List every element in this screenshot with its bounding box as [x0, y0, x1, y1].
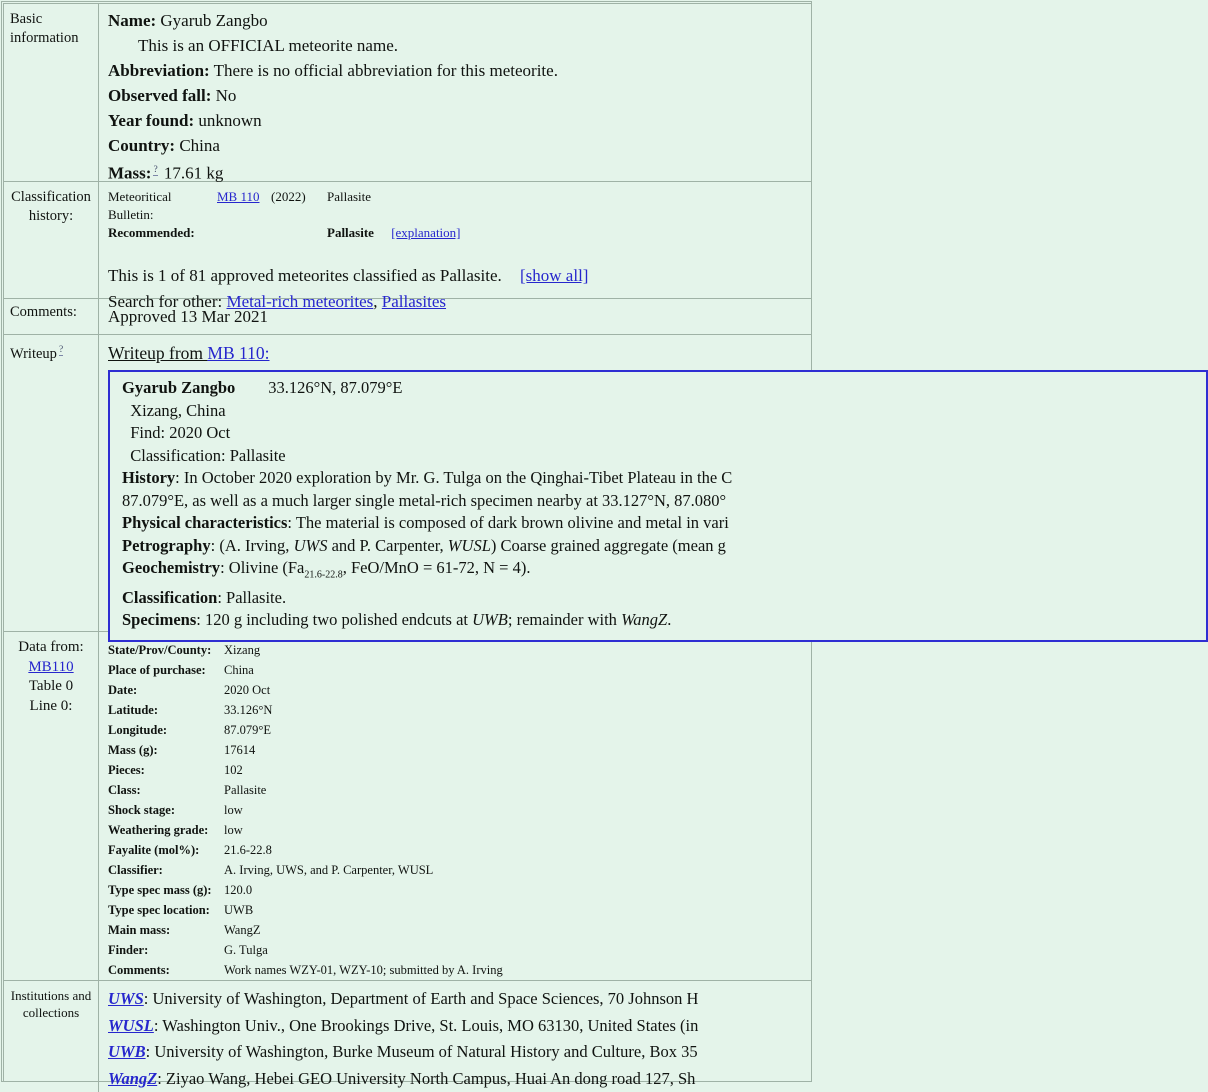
writeup-box	[108, 370, 1208, 642]
data-row-label: Weathering grade:	[108, 820, 224, 840]
bulletin-class: Pallasite	[327, 188, 461, 224]
data-row	[108, 840, 503, 860]
writeup-line	[122, 557, 1206, 587]
institution-separator: :	[144, 989, 153, 1008]
mb110-link[interactable]: MB 110	[217, 189, 260, 204]
classification-meta-table	[108, 188, 461, 242]
institution-address: University of Washington, Burke Museum of Natural History and Culture, Box 35	[154, 1042, 697, 1061]
writeup-line	[122, 467, 1206, 490]
data-row-value: low	[224, 820, 503, 840]
data-row-value: low	[224, 800, 503, 820]
recommended-class: Pallasite	[327, 225, 374, 240]
data-row-label: Type spec mass (g):	[108, 880, 224, 900]
writeup-line	[122, 535, 1206, 558]
count-text: This is 1 of 81 approved meteorites classified as Pallasite.	[108, 266, 502, 285]
classification-history-label: Classification history:	[4, 182, 99, 298]
data-row-label: Mass (g):	[108, 740, 224, 760]
comments-content	[99, 299, 812, 334]
field-value: China	[175, 136, 220, 155]
data-row-value: 17614	[224, 740, 503, 760]
data-row-label: Date:	[108, 680, 224, 700]
institution-abbr: WangZ	[621, 610, 667, 629]
data-row	[108, 960, 503, 980]
search-separator: ,	[373, 292, 382, 311]
data-row-label: Place of purchase:	[108, 660, 224, 680]
section-writeup	[4, 335, 812, 632]
section-basic-information	[4, 4, 812, 182]
table-row	[108, 224, 461, 242]
writeup-line	[122, 400, 1206, 423]
data-row	[108, 860, 503, 880]
writeup-text: : In October 2020 exploration by Mr. G. Tulga on the Qinghai-Tibet Plateau in the C	[175, 468, 732, 487]
institution-address: Ziyao Wang, Hebei GEO University North Campus, Huai An dong road 127, Sh	[166, 1069, 696, 1088]
basic-information-content	[99, 4, 812, 181]
data-row	[108, 640, 503, 660]
writeup-line	[122, 422, 1206, 445]
institution-entry	[108, 986, 812, 1013]
data-row-label: Comments:	[108, 960, 224, 980]
writeup-line	[122, 609, 1206, 632]
writeup-text: : The material is composed of dark brown olivine and metal in vari	[287, 513, 728, 532]
writeup-heading-text: Writeup from	[108, 343, 207, 363]
institution-separator: :	[154, 1016, 162, 1035]
writeup-text: Classification: Pallasite	[122, 446, 286, 465]
writeup-text: Find: 2020 Oct	[122, 423, 230, 442]
section-comments	[4, 299, 812, 335]
data-row	[108, 780, 503, 800]
classification-history-content	[99, 182, 812, 298]
writeup-text: Gyarub Zangbo	[122, 378, 235, 397]
institution-abbr: UWB	[472, 610, 508, 629]
institution-entry	[108, 1013, 812, 1040]
basic-info-line	[108, 133, 812, 158]
writeup-line	[122, 512, 1206, 535]
section-classification-history	[4, 182, 812, 299]
institutions-label: Institutions and collections	[4, 981, 99, 1092]
help-icon[interactable]: ?	[153, 165, 157, 176]
data-from-content	[99, 632, 812, 980]
data-row	[108, 920, 503, 940]
writeup-text: Physical characteristics	[122, 513, 287, 532]
field-label: Mass:	[108, 164, 151, 183]
data-row-value: China	[224, 660, 503, 680]
data-row-label: Main mass:	[108, 920, 224, 940]
writeup-heading	[108, 341, 1208, 365]
data-row-value: G. Tulga	[224, 940, 503, 960]
institution-address: Washington Univ., One Brookings Drive, St. Louis, MO 63130, United States (in	[162, 1016, 698, 1035]
field-label: Abbreviation:	[108, 61, 210, 80]
field-value: This is an OFFICIAL meteorite name.	[138, 36, 398, 55]
section-data-from	[4, 632, 812, 981]
data-row-value: 120.0	[224, 880, 503, 900]
basic-information-label: Basic information	[4, 4, 99, 181]
writeup-text: Specimens	[122, 610, 196, 629]
data-row-label: Pieces:	[108, 760, 224, 780]
recommended-label: Recommended:	[108, 224, 217, 242]
basic-info-line	[108, 33, 812, 58]
classification-count-line	[108, 263, 812, 289]
data-row-value: WangZ	[224, 920, 503, 940]
writeup-text: 87.079°E, as well as a much larger single metal-rich specimen nearby at 33.127°N, 87.080°	[122, 491, 726, 510]
basic-info-line	[108, 8, 812, 33]
writeup-text: : (A. Irving,	[211, 536, 294, 555]
institution-separator: :	[146, 1042, 155, 1061]
table-ref: Table 0	[6, 677, 96, 697]
field-value: Gyarub Zangbo	[156, 11, 267, 30]
data-row-value: 2020 Oct	[224, 680, 503, 700]
line-ref: Line 0:	[6, 697, 96, 717]
data-row-label: Finder:	[108, 940, 224, 960]
writeup-text: ) Coarse grained aggregate (mean g	[491, 536, 726, 555]
field-label: Observed fall:	[108, 86, 211, 105]
data-row	[108, 720, 503, 740]
data-row-value: Xizang	[224, 640, 503, 660]
bulletin-year: (2022)	[271, 188, 327, 224]
data-row-value: Pallasite	[224, 780, 503, 800]
field-value: unknown	[194, 111, 262, 130]
data-row-value: 21.6-22.8	[224, 840, 503, 860]
data-row-value: Work names WZY-01, WZY-10; submitted by A. Irving	[224, 960, 503, 980]
explanation-link[interactable]: [explanation]	[391, 225, 460, 240]
institution-abbr: WUSL	[448, 536, 491, 555]
data-row	[108, 740, 503, 760]
data-row-label: Latitude:	[108, 700, 224, 720]
writeup-text: Classification	[122, 588, 217, 607]
writeup-line	[122, 377, 1206, 400]
writeup-text: 33.126°N, 87.079°E	[235, 378, 402, 397]
pallasites-link[interactable]: Pallasites	[382, 292, 446, 311]
show-all-link[interactable]: [show all]	[520, 266, 588, 285]
writeup-text: and P. Carpenter,	[327, 536, 447, 555]
institution-link[interactable]: UWB	[108, 1042, 146, 1061]
data-row	[108, 900, 503, 920]
institution-abbr: UWS	[294, 536, 328, 555]
writeup-mb110-link[interactable]: MB 110:	[207, 343, 269, 363]
writeup-label: Writeup ?	[4, 335, 99, 631]
data-row	[108, 940, 503, 960]
data-from-text: Data from:	[6, 638, 96, 658]
data-row	[108, 880, 503, 900]
data-row	[108, 660, 503, 680]
field-value: There is no official abbreviation for this meteorite.	[210, 61, 558, 80]
writeup-text: : 120 g including two polished endcuts at	[196, 610, 472, 629]
data-row-value: A. Irving, UWS, and P. Carpenter, WUSL	[224, 860, 503, 880]
data-row	[108, 800, 503, 820]
data-row-value: 87.079°E	[224, 720, 503, 740]
writeup-line	[122, 490, 1206, 513]
field-value: No	[211, 86, 236, 105]
writeup-text: History	[122, 468, 175, 487]
institution-entry	[108, 1066, 812, 1092]
institution-link[interactable]: UWS	[108, 989, 144, 1008]
bulletin-label: Meteoritical Bulletin:	[108, 188, 217, 224]
basic-info-line	[108, 108, 812, 133]
writeup-text: Geochemistry	[122, 558, 220, 577]
writeup-text: ; remainder with	[508, 610, 621, 629]
data-row-value: 102	[224, 760, 503, 780]
field-value: 17.61 kg	[160, 164, 224, 183]
institutions-content	[99, 981, 812, 1092]
data-row-label: Class:	[108, 780, 224, 800]
data-row-label: Shock stage:	[108, 800, 224, 820]
meteorite-info-table	[3, 3, 812, 1082]
comments-label: Comments:	[4, 299, 99, 334]
institution-link[interactable]: WangZ	[108, 1069, 157, 1088]
field-label: Name:	[108, 11, 156, 30]
writeup-line	[122, 587, 1206, 610]
basic-info-line	[108, 58, 812, 83]
comments-text: Approved 13 Mar 2021	[108, 305, 812, 329]
institution-link[interactable]: WUSL	[108, 1016, 154, 1035]
data-row-value: 33.126°N	[224, 700, 503, 720]
data-row-label: Classifier:	[108, 860, 224, 880]
help-icon[interactable]: ?	[59, 345, 63, 356]
data-from-label	[4, 632, 99, 980]
writeup-line	[122, 445, 1206, 468]
writeup-text: : Pallasite.	[217, 588, 286, 607]
writeup-content	[99, 335, 1208, 631]
data-row-label: Type spec location:	[108, 900, 224, 920]
data-row-label: Longitude:	[108, 720, 224, 740]
mb110-source-link[interactable]: MB110	[28, 659, 73, 675]
data-row-label: State/Prov/County:	[108, 640, 224, 660]
search-prefix: Search for other:	[108, 292, 226, 311]
writeup-text: 21.6-22.8	[304, 569, 342, 580]
writeup-text: : Olivine (Fa	[220, 558, 304, 577]
data-values-table	[108, 640, 503, 980]
institution-address: University of Washington, Department of Earth and Space Sciences, 70 Johnson H	[152, 989, 698, 1008]
data-row-value: UWB	[224, 900, 503, 920]
section-institutions	[4, 981, 812, 1092]
data-row	[108, 700, 503, 720]
data-row	[108, 760, 503, 780]
institution-separator: :	[157, 1069, 166, 1088]
writeup-text: Petrography	[122, 536, 211, 555]
writeup-text: Xizang, China	[122, 401, 226, 420]
data-row	[108, 820, 503, 840]
writeup-text: .	[667, 610, 671, 629]
basic-info-line	[108, 83, 812, 108]
field-label: Country:	[108, 136, 175, 155]
table-row	[108, 188, 461, 224]
field-label: Year found:	[108, 111, 194, 130]
data-row-label: Fayalite (mol%):	[108, 840, 224, 860]
metal-rich-meteorites-link[interactable]: Metal-rich meteorites	[226, 292, 373, 311]
writeup-text: , FeO/MnO = 61-72, N = 4).	[343, 558, 531, 577]
institution-entry	[108, 1039, 812, 1066]
data-row	[108, 680, 503, 700]
